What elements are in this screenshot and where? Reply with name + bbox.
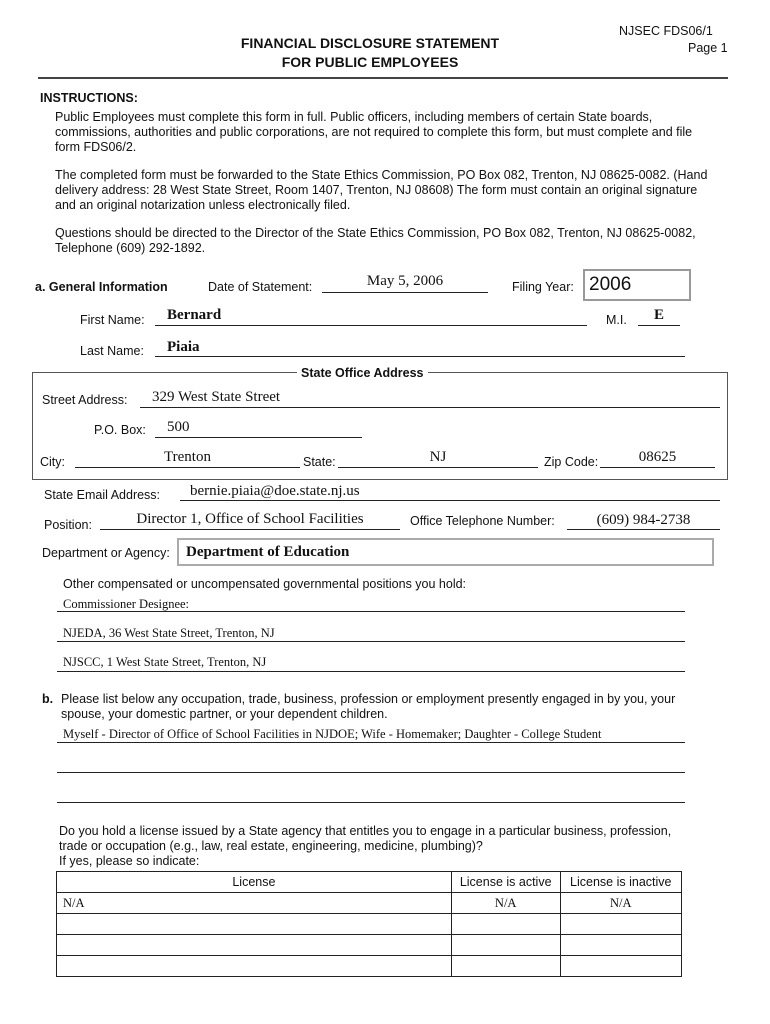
other-position-line-2 [57,641,685,642]
mi-line [638,325,680,326]
filing-year-box[interactable] [583,269,691,301]
license-row [57,893,682,914]
dept-box[interactable] [177,538,714,566]
page-number: Page 1 [688,41,728,55]
instructions-p1: Public Employees must complete this form in full. Public officers, including members of certain State boards, commissions, authorities and public corporations, are not required to complete this form, but must complete and file form FDS06/2. [55,110,693,154]
email-field[interactable]: bernie.piaia@doe.state.nj.us [190,483,360,499]
city-label: City: [40,455,65,469]
email-line [180,500,720,501]
occupation-line-1 [57,742,685,743]
street-line [140,407,720,408]
instructions-p2: The completed form must be forwarded to the State Ethics Commission, PO Box 082, Trenton, NJ 08625-0082. (Hand delivery address: 28 West State Street, Room 1407, Trenton, NJ 08608) The form must contain an original signature and an original notarization unless electronically filed. [55,168,708,212]
license-row [57,956,682,977]
pobox-line [155,437,362,438]
section-a-label: a. General Information [35,280,168,294]
state-line [338,467,538,468]
instructions-body [55,110,710,269]
date-field[interactable]: May 5, 2006 [366,273,444,289]
last-name-line [155,356,685,357]
first-name-label: First Name: [80,313,145,327]
license-header-license: License [57,872,452,893]
license-cell[interactable] [57,914,452,935]
license-cell[interactable]: N/A [57,893,452,914]
pobox-label: P.O. Box: [94,423,146,437]
license-active-cell[interactable]: N/A [451,893,560,914]
dept-field: Department of Education [186,544,350,560]
license-cell[interactable] [57,956,452,977]
license-header-row [57,872,682,893]
phone-label: Office Telephone Number: [410,514,555,528]
email-label: State Email Address: [44,488,161,502]
zip-label: Zip Code: [544,455,599,469]
state-field[interactable]: NJ [429,449,447,465]
zip-line [600,467,715,468]
other-position-3[interactable]: NJSCC, 1 West State Street, Trenton, NJ [63,655,267,669]
license-active-cell[interactable] [451,956,560,977]
position-label: Position: [44,518,92,532]
occupation-answer[interactable]: Myself - Director of Office of School Facilities in NJDOE; Wife - Homemaker; Daughter - College Student [63,727,602,741]
state-label: State: [303,455,336,469]
position-line [100,529,400,530]
other-position-1[interactable]: Commissioner Designee: [63,597,190,611]
license-header-inactive: License is inactive [560,872,681,893]
license-active-cell[interactable] [451,914,560,935]
state-office-heading: State Office Address [297,366,428,380]
dept-label: Department or Agency: [42,546,170,560]
phone-field[interactable]: (609) 984-2738 [596,512,691,528]
position-field[interactable]: Director 1, Office of School Facilities [136,511,364,527]
section-b-marker: b. [42,692,54,706]
license-active-cell[interactable] [451,935,560,956]
other-position-line-3 [57,671,685,672]
license-question-2: If yes, please so indicate: [59,854,200,868]
filing-year-value: 2006 [589,274,632,295]
zip-field[interactable]: 08625 [638,449,677,465]
phone-line [567,529,720,530]
form-code: NJSEC FDS06/1 [619,24,713,38]
title-rule [38,77,728,79]
other-position-2[interactable]: NJEDA, 36 West State Street, Trenton, NJ [63,626,275,640]
form-title-line1: FINANCIAL DISCLOSURE STATEMENT [240,35,500,51]
date-line [322,292,488,293]
pobox-field[interactable]: 500 [167,419,190,435]
street-label: Street Address: [42,393,128,407]
form-title-line2: FOR PUBLIC EMPLOYEES [281,54,459,70]
occupation-question: Please list below any occupation, trade, business, profession or employment presently engaged in by you, your spouse, your domestic partner, or your dependent children. [61,692,676,721]
license-cell[interactable] [57,935,452,956]
mi-field[interactable]: E [653,307,664,323]
city-line [75,467,300,468]
other-positions-label: Other compensated or uncompensated governmental positions you hold: [63,577,467,591]
last-name-label: Last Name: [80,344,144,358]
license-table [56,871,682,977]
license-inactive-cell[interactable] [560,914,681,935]
instructions-heading: INSTRUCTIONS: [40,91,138,105]
first-name-field[interactable]: Bernard [167,307,222,323]
filing-year-label: Filing Year: [512,280,574,294]
license-row [57,914,682,935]
instructions-p3: Questions should be directed to the Director of the State Ethics Commission, PO Box 082, Trenton, NJ 08625-0082, Telephone (609) 292-1892. [55,226,696,255]
license-question: Do you hold a license issued by a State agency that entitles you to engage in a particular business, profession, trade or occupation (e.g., law, real estate, engineering, medicine, plumbing)? [59,824,672,853]
license-inactive-cell[interactable] [560,935,681,956]
license-inactive-cell[interactable] [560,956,681,977]
last-name-field[interactable]: Piaia [167,339,200,355]
occupation-line-3 [57,802,685,803]
city-field[interactable]: Trenton [164,449,211,465]
mi-label: M.I. [606,313,627,327]
date-label: Date of Statement: [208,280,313,294]
license-row [57,935,682,956]
other-position-line-1 [57,611,685,612]
occupation-line-2 [57,772,685,773]
first-name-line [155,325,587,326]
license-header-active: License is active [451,872,560,893]
license-inactive-cell[interactable]: N/A [560,893,681,914]
street-field[interactable]: 329 West State Street [152,389,281,405]
